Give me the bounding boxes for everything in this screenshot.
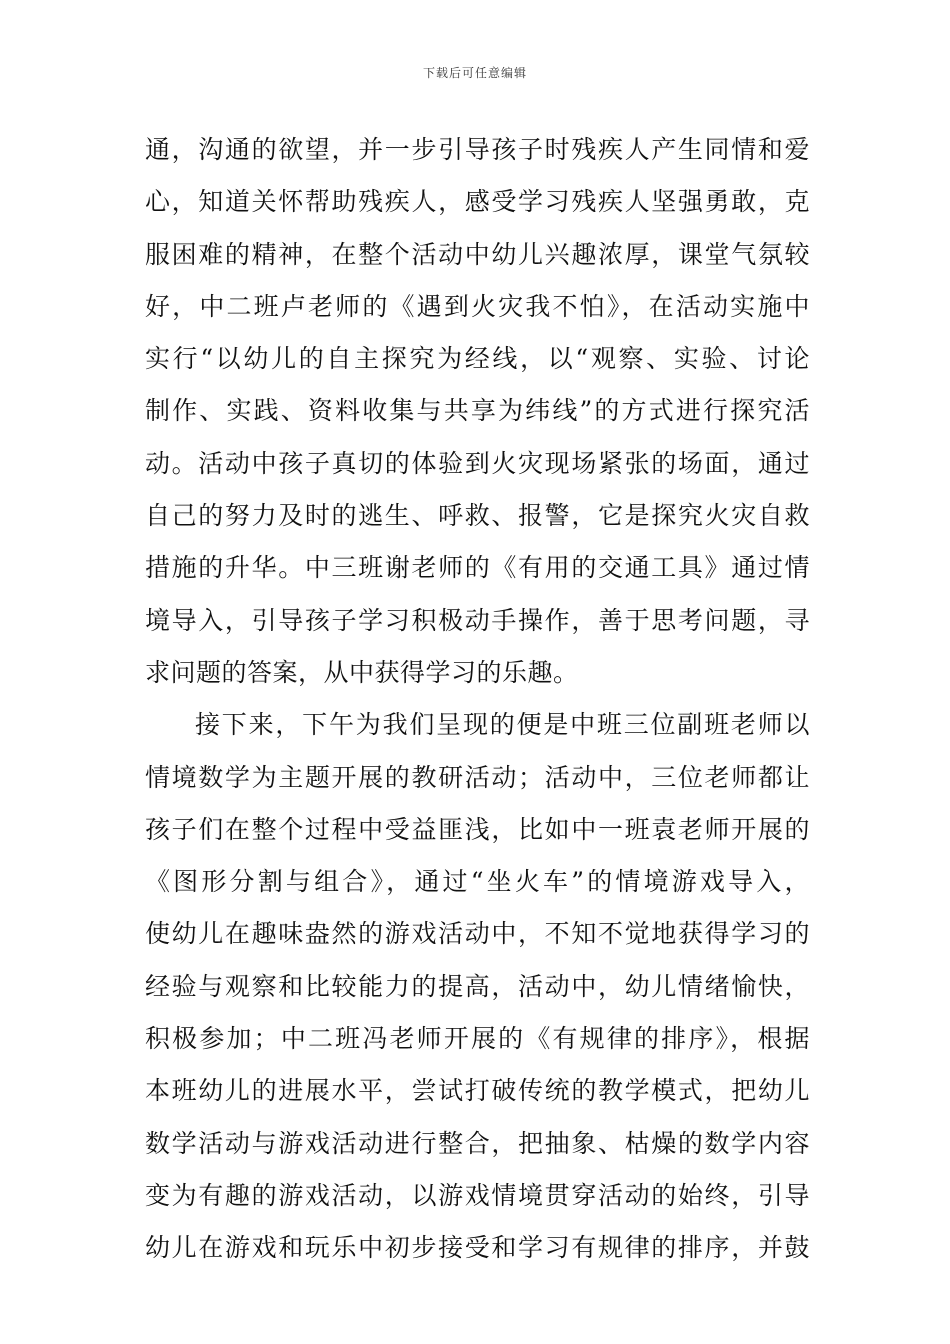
text-line: 服困难的精神，在整个活动中幼儿兴趣浓厚，课堂气氛较 [145, 239, 810, 269]
body-text [145, 124, 810, 1275]
text-line: 实行“以幼儿的自主探究为经线，以“观察、实验、讨论 [145, 344, 810, 374]
text-line: 《图形分割与组合》，通过“坐火车”的情境游戏导入， [145, 867, 810, 897]
text-line: 数学活动与游戏活动进行整合，把抽象、枯燥的数学内容 [145, 1128, 810, 1158]
text-line: 使幼儿在趣味盎然的游戏活动中，不知不觉地获得学习的 [145, 919, 810, 949]
header-note: 下载后可任意编辑 [422, 66, 527, 80]
text-line: 情境数学为主题开展的教研活动；活动中，三位老师都让 [145, 762, 810, 792]
text-line: 本班幼儿的进展水平，尝试打破传统的教学模式，把幼儿 [145, 1076, 810, 1106]
text-line: 变为有趣的游戏活动，以游戏情境贯穿活动的始终，引导 [145, 1180, 810, 1210]
paragraph-first-line: 接下来，下午为我们呈现的便是中班三位副班老师以 [195, 710, 810, 740]
text-line: 境导入，引导孩子学习积极动手操作，善于思考问题，寻 [145, 605, 810, 635]
text-line: 措施的升华。中三班谢老师的《有用的交通工具》通过情 [145, 553, 810, 583]
text-line: 经验与观察和比较能力的提高，活动中，幼儿情绪愉快， [145, 971, 810, 1001]
text-line: 求问题的答案，从中获得学习的乐趣。 [145, 657, 579, 687]
text-line: 通，沟通的欲望，并一步引导孩子时残疾人产生同情和爱 [145, 135, 810, 164]
text-line: 孩子们在整个过程中受益匪浅，比如中一班袁老师开展的 [145, 814, 810, 844]
text-line: 制作、实践、资料收集与共享为纬线”的方式进行探究活 [145, 396, 810, 426]
text-line: 积极参加；中二班冯老师开展的《有规律的排序》，根据 [145, 1024, 810, 1054]
text-line: 幼儿在游戏和玩乐中初步接受和学习有规律的排序，并鼓 [145, 1233, 810, 1263]
text-line: 心，知道关怀帮助残疾人，感受学习残疾人坚强勇敢，克 [145, 187, 810, 217]
text-line: 自己的努力及时的逃生、呼救、报警，它是探究火灾自救 [145, 501, 810, 531]
text-line: 好，中二班卢老师的《遇到火灾我不怕》，在活动实施中 [145, 291, 810, 321]
text-line: 动。活动中孩子真切的体验到火灾现场紧张的场面，通过 [145, 448, 810, 478]
